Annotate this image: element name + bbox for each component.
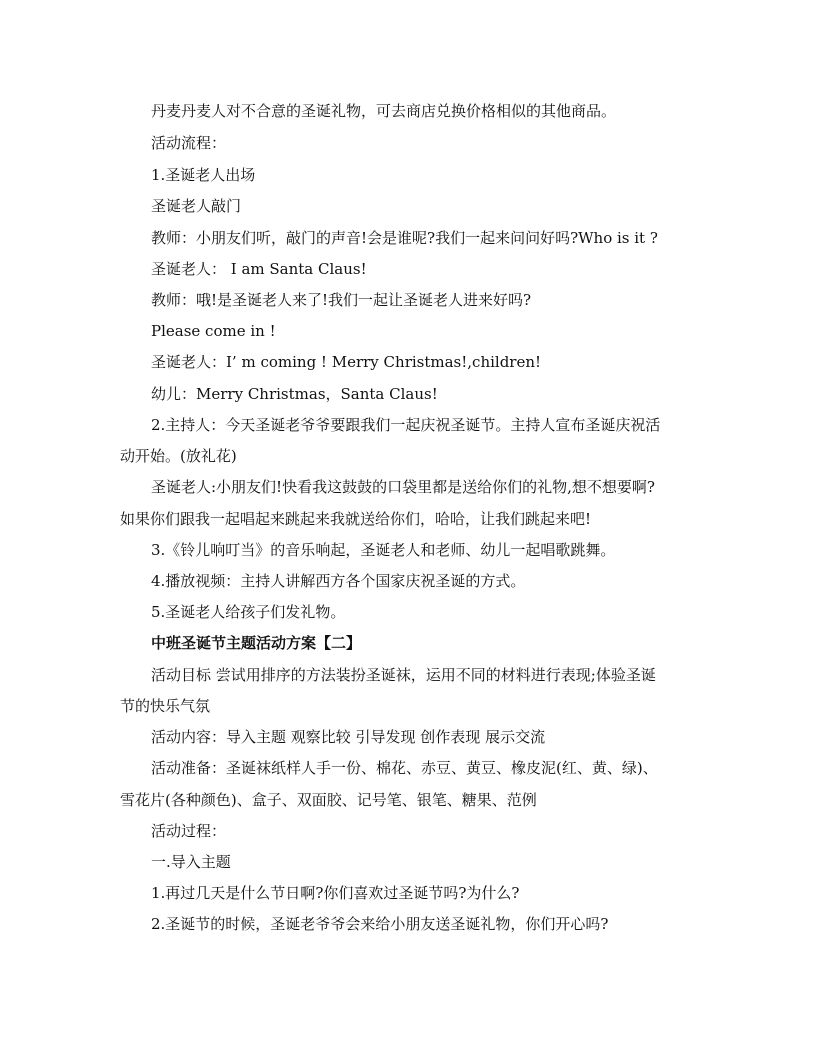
paragraph-denmark-gifts: 丹麦丹麦人对不合意的圣诞礼物，可去商店兑换价格相似的其他商品。 (151, 102, 617, 120)
paragraph-question-1: 1.再过几天是什么节日啊?你们喜欢过圣诞节吗?为什么? (151, 884, 520, 902)
paragraph-preparation-1: 活动准备：圣诞袜纸样人手一份、棉花、赤豆、黄豆、橡皮泥(红、黄、绿)、 (151, 759, 658, 777)
paragraph-goal-1: 活动目标 尝试用排序的方法装扮圣诞袜，运用不同的材料进行表现;体验圣诞 (151, 666, 656, 684)
paragraph-santa-knocks: 圣诞老人敲门 (151, 197, 242, 215)
paragraph-children-greet: 幼儿：Merry Christmas，Santa Claus! (151, 385, 438, 403)
paragraph-intro-topic: 一.导入主题 (151, 853, 231, 871)
paragraph-santa-presents: 5.圣诞老人给孩子们发礼物。 (151, 603, 346, 621)
paragraph-host-announce-1: 2.主持人：今天圣诞老爷爷要跟我们一起庆祝圣诞节。主持人宣布圣诞庆祝活 (151, 416, 661, 434)
paragraph-please-come-in: Please come in ! (151, 322, 276, 340)
paragraph-santa-appears: 1.圣诞老人出场 (151, 166, 256, 184)
paragraph-santa-iam: 圣诞老人： I am Santa Claus! (151, 260, 367, 278)
paragraph-content: 活动内容：导入主题 观察比较 引导发现 创作表现 展示交流 (151, 728, 546, 746)
paragraph-jingle-bells: 3.《铃儿响叮当》的音乐响起，圣诞老人和老师、幼儿一起唱歌跳舞。 (151, 541, 616, 559)
paragraph-activity-flow: 活动流程： (151, 134, 227, 152)
paragraph-process: 活动过程： (151, 822, 227, 840)
paragraph-play-video: 4.播放视频：主持人讲解西方各个国家庆祝圣诞的方式。 (151, 572, 526, 590)
paragraph-question-2: 2.圣诞节的时候，圣诞老爷爷会来给小朋友送圣诞礼物，你们开心吗? (151, 915, 609, 933)
paragraph-preparation-2: 雪花片(各种颜色)、盒子、双面胶、记号笔、银笔、糖果、范例 (120, 791, 537, 809)
paragraph-santa-gifts-1: 圣诞老人:小朋友们!快看我这鼓鼓的口袋里都是送给你们的礼物,想不想要啊? (151, 478, 655, 496)
paragraph-santa-gifts-2: 如果你们跟我一起唱起来跳起来我就送给你们，哈哈，让我们跳起来吧! (120, 510, 592, 528)
paragraph-teacher-invite: 教师：哦!是圣诞老人来了!我们一起让圣诞老人进来好吗? (151, 291, 532, 309)
paragraph-host-announce-2: 动开始。(放礼花) (120, 447, 237, 465)
paragraph-santa-coming: 圣诞老人：I’ m coming ! Merry Christmas!,children! (151, 353, 542, 371)
section-heading-plan-two: 中班圣诞节主题活动方案【二】 (151, 634, 362, 652)
paragraph-teacher-who: 教师：小朋友们听，敲门的声音!会是谁呢?我们一起来问问好吗?Who is it ? (151, 229, 658, 247)
paragraph-goal-2: 节的快乐气氛 (120, 697, 211, 715)
